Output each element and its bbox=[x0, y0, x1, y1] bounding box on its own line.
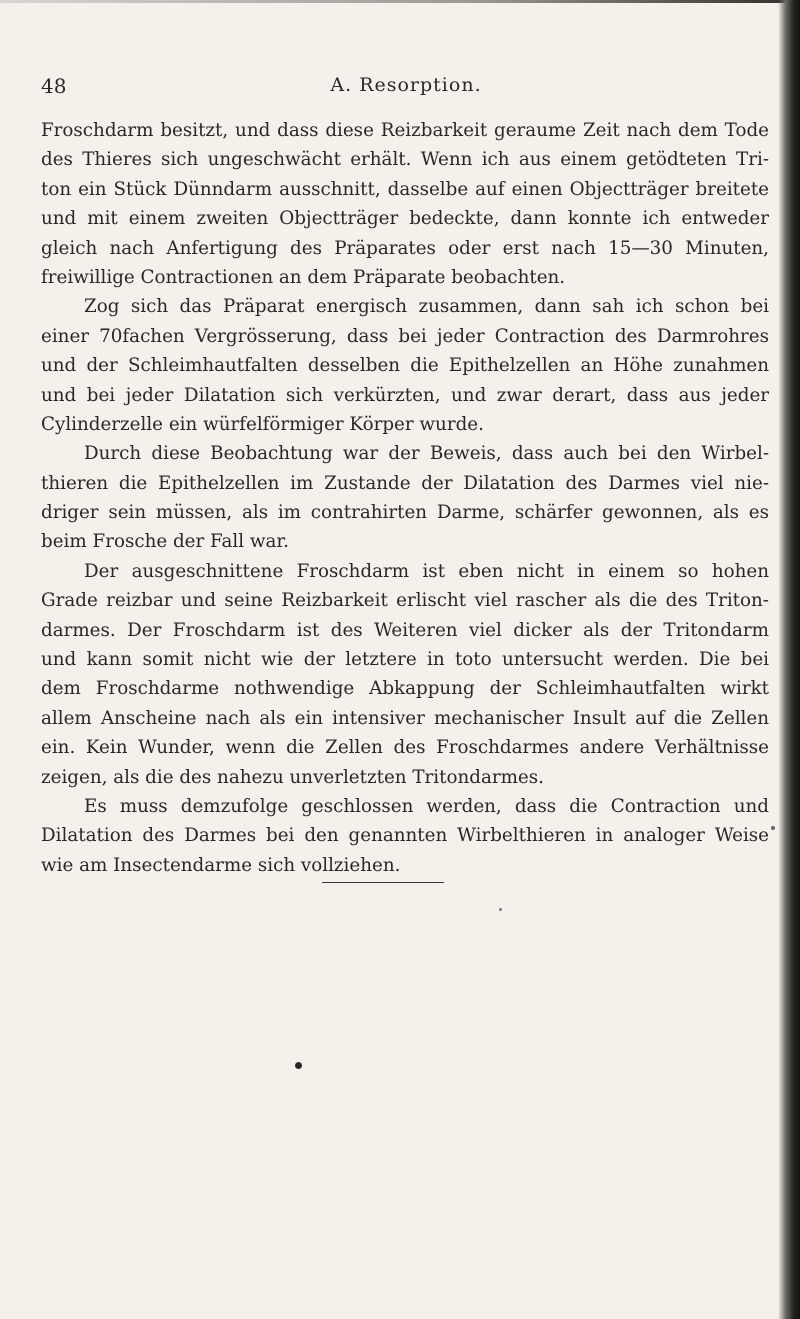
text-line: und kann somit nicht wie der letztere in toto untersucht werden. Die bei bbox=[41, 649, 769, 671]
text-line: zeigen, als die des nahezu unverletzten Tritondarmes. bbox=[41, 766, 544, 788]
paragraph bbox=[41, 439, 769, 557]
paragraph bbox=[41, 557, 769, 792]
section-end-rule bbox=[322, 882, 444, 883]
text-line: und der Schleimhautfalten desselben die Epithelzellen an Höhe zunahmen bbox=[41, 355, 769, 377]
ink-speck bbox=[771, 826, 775, 830]
text-line: allem Anscheine nach als ein intensiver mechanischer Insult auf die Zellen bbox=[41, 707, 769, 729]
text-line: Grade reizbar und seine Reizbarkeit erlischt viel rascher als die des Triton- bbox=[41, 590, 769, 612]
text-line: Zog sich das Präparat energisch zusammen, dann sah ich schon bei bbox=[84, 296, 769, 318]
page-top-edge bbox=[0, 0, 800, 3]
text-line: dem Froschdarme nothwendige Abkappung der Schleimhautfalten wirkt bbox=[41, 678, 769, 700]
text-line: ein. Kein Wunder, wenn die Zellen des Froschdarmes andere Verhältnisse bbox=[41, 737, 769, 759]
text-line: Cylinderzelle ein würfelförmiger Körper wurde. bbox=[41, 413, 484, 435]
text-line: einer 70fachen Vergrösserung, dass bei jeder Contraction des Darmrohres bbox=[41, 325, 769, 347]
paragraph bbox=[41, 292, 769, 439]
page-binding-shadow bbox=[778, 0, 800, 1319]
text-line: driger sein müssen, als im contrahirten Darme, schärfer gewonnen, als es bbox=[41, 502, 769, 524]
text-line: thieren die Epithelzellen im Zustande der Dilatation des Darmes viel nie- bbox=[41, 472, 769, 494]
text-line: und mit einem zweiten Objectträger bedeckte, dann konnte ich entweder bbox=[41, 208, 769, 230]
text-line: Durch diese Beobachtung war der Beweis, dass auch bei den Wirbel- bbox=[84, 443, 769, 465]
page-header bbox=[41, 74, 771, 108]
ink-speck bbox=[295, 1062, 302, 1069]
paragraph bbox=[41, 792, 769, 880]
text-line: Dilatation des Darmes bei den genannten Wirbelthieren in analoger Weise bbox=[41, 825, 769, 847]
text-line: Froschdarm besitzt, und dass diese Reizbarkeit geraume Zeit nach dem Tode bbox=[41, 120, 769, 141]
text-line: gleich nach Anfertigung des Präparates oder erst nach 15—30 Minuten, bbox=[41, 237, 769, 259]
body-text bbox=[41, 116, 769, 880]
text-line: darmes. Der Froschdarm ist des Weiteren viel dicker als der Tritondarm bbox=[41, 619, 769, 641]
text-line: ton ein Stück Dünndarm ausschnitt, dasselbe auf einen Objectträger breitete bbox=[41, 178, 769, 200]
text-line: beim Frosche der Fall war. bbox=[41, 531, 289, 553]
running-head: A. Resorption. bbox=[330, 74, 482, 96]
page-number: 48 bbox=[41, 74, 67, 98]
text-line: und bei jeder Dilatation sich verkürzten, und zwar derart, dass aus jeder bbox=[41, 384, 769, 406]
text-line: wie am Insectendarme sich vollziehen. bbox=[41, 854, 401, 876]
text-line: des Thieres sich ungeschwächt erhält. Wenn ich aus einem getödteten Tri- bbox=[41, 149, 769, 171]
text-line: Es muss demzufolge geschlossen werden, dass die Contraction und bbox=[84, 795, 769, 817]
paragraph bbox=[41, 116, 769, 292]
text-line: freiwillige Contractionen an dem Präparate beobachten. bbox=[41, 266, 566, 288]
text-line: Der ausgeschnittene Froschdarm ist eben nicht in einem so hohen bbox=[84, 560, 769, 582]
ink-speck bbox=[499, 908, 502, 911]
